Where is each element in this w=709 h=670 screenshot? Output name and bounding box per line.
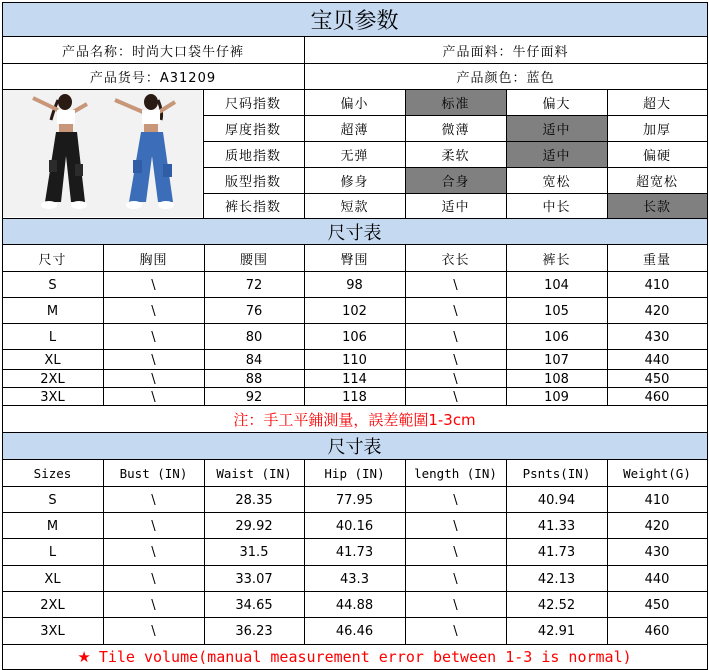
- index-option: 超薄: [340, 122, 369, 138]
- h-rule: [2, 565, 707, 566]
- star-icon: ★: [77, 648, 91, 666]
- size-cell: L: [48, 329, 57, 345]
- table-cell: 40.16: [335, 518, 374, 534]
- table-cell: 420: [644, 518, 670, 534]
- table-cell: 109: [544, 389, 569, 405]
- v-rule: [405, 459, 406, 644]
- table-cell: 40.94: [537, 492, 576, 508]
- index-option: 超大: [642, 97, 671, 112]
- table-cell: 41.33: [537, 518, 576, 534]
- table-cell: 33.07: [235, 571, 273, 587]
- size-cell: XL: [44, 571, 61, 587]
- table-cell: \: [151, 329, 156, 345]
- table-cell: \: [151, 624, 156, 639]
- table-cell: 440: [644, 571, 670, 587]
- column-header: 重量: [642, 252, 671, 268]
- column-header: Weight(G): [623, 465, 691, 481]
- column-header: Psnts(IN): [522, 465, 591, 481]
- table-cell: \: [151, 545, 156, 560]
- index-option: 短款: [340, 200, 369, 215]
- v-rule: [506, 459, 507, 644]
- table-cell: 42.91: [537, 624, 576, 639]
- table-cell: \: [453, 518, 458, 534]
- table-cell: 72: [245, 277, 263, 293]
- index-option: 宽松: [542, 174, 571, 190]
- column-header: 裤长: [542, 252, 571, 268]
- product-color: 产品颜色：蓝色: [456, 70, 555, 86]
- product-sku: 产品货号：A31209: [89, 70, 217, 86]
- h-rule: [203, 167, 707, 168]
- h-rule: [2, 297, 707, 298]
- table-cell: \: [151, 571, 156, 587]
- size-cell: M: [46, 518, 59, 534]
- column-header: 尺寸: [38, 252, 67, 268]
- column-header: length (IN): [414, 465, 497, 481]
- table-cell: \: [151, 352, 156, 368]
- table-cell: \: [453, 624, 458, 639]
- table-cell: 450: [644, 371, 670, 387]
- table-cell: \: [453, 571, 458, 587]
- h-rule: [2, 432, 707, 433]
- table-cell: 77.95: [335, 492, 374, 508]
- table-cell: 106: [544, 329, 569, 345]
- index-option: 无弹: [340, 148, 369, 164]
- v-rule: [506, 244, 507, 405]
- v-rule: [103, 244, 104, 405]
- v-rule: [204, 244, 205, 405]
- table-cell: 430: [644, 329, 670, 345]
- index-label: 版型指数: [224, 174, 281, 190]
- v-rule: [607, 244, 608, 405]
- v-rule: [607, 459, 608, 644]
- table-cell: \: [151, 389, 156, 405]
- product-name: 产品名称：时尚大口袋牛仔裤: [61, 44, 244, 60]
- v-rule: [304, 244, 305, 405]
- table-cell: 29.92: [235, 518, 273, 534]
- index-option-selected: 合身: [405, 167, 506, 193]
- size-cell: 3XL: [40, 624, 65, 639]
- size-cell: 2XL: [40, 597, 65, 613]
- size-table-cn-title: 尺寸表: [2, 219, 707, 244]
- product-photo: [3, 90, 202, 217]
- page-title: 宝贝参数: [2, 2, 707, 36]
- size-cell: S: [48, 277, 57, 293]
- table-cell: 41.73: [537, 545, 576, 560]
- h-rule: [2, 486, 707, 487]
- product-fabric: 产品面料：牛仔面料: [442, 44, 569, 60]
- index-option: 加厚: [642, 122, 671, 138]
- v-rule: [204, 459, 205, 644]
- table-cell: 118: [342, 389, 367, 405]
- size-table-en-title: 尺寸表: [2, 433, 707, 459]
- table-cell: 44.88: [335, 597, 374, 613]
- table-cell: 106: [342, 329, 367, 345]
- table-cell: 84: [245, 352, 263, 368]
- index-label: 厚度指数: [224, 122, 281, 138]
- table-cell: 410: [644, 277, 670, 293]
- index-option: 超宽松: [635, 174, 678, 190]
- table-cell: 420: [644, 303, 670, 319]
- h-rule: [2, 349, 707, 350]
- index-option: 适中: [441, 200, 470, 215]
- table-cell: 450: [644, 597, 670, 613]
- table-cell: 76: [245, 303, 263, 319]
- index-option: 柔软: [441, 148, 470, 164]
- table-cell: 102: [342, 303, 367, 319]
- v-rule: [304, 89, 305, 218]
- table-cell: \: [453, 329, 458, 345]
- table-cell: \: [453, 597, 458, 613]
- column-header: Hip (IN): [324, 465, 385, 481]
- h-rule: [2, 644, 707, 645]
- table-cell: 98: [346, 277, 363, 293]
- h-rule: [203, 141, 707, 142]
- table-cell: 107: [544, 352, 569, 368]
- table-cell: 41.73: [335, 545, 374, 560]
- table-cell: \: [151, 277, 156, 293]
- index-option: 微薄: [441, 122, 470, 138]
- h-rule: [2, 591, 707, 592]
- column-header: Waist (IN): [216, 465, 292, 481]
- index-label: 裤长指数: [224, 200, 281, 215]
- h-rule: [2, 36, 707, 37]
- table-cell: \: [453, 389, 458, 405]
- column-header: 胸围: [139, 252, 168, 268]
- table-cell: \: [453, 303, 458, 319]
- table-cell: 460: [644, 624, 670, 639]
- h-rule: [2, 271, 707, 272]
- table-cell: \: [151, 371, 156, 387]
- size-cell: L: [48, 545, 57, 560]
- table-cell: 88: [245, 371, 263, 387]
- v-rule: [405, 89, 406, 218]
- h-rule: [2, 617, 707, 618]
- v-rule: [707, 2, 708, 670]
- h-rule: [2, 218, 707, 219]
- h-rule: [2, 89, 707, 90]
- h-rule: [2, 538, 707, 539]
- table-cell: 108: [544, 371, 569, 387]
- size-cell: 3XL: [40, 389, 65, 405]
- table-cell: \: [151, 492, 156, 508]
- table-cell: 410: [644, 492, 670, 508]
- table-cell: 28.35: [235, 492, 273, 508]
- h-rule: [2, 323, 707, 324]
- h-rule: [2, 459, 707, 460]
- size-cell: 2XL: [40, 371, 65, 387]
- h-rule: [2, 387, 707, 388]
- h-rule: [2, 369, 707, 370]
- v-rule: [203, 89, 204, 218]
- column-header: Sizes: [33, 465, 72, 481]
- table-cell: \: [151, 303, 156, 319]
- table-cell: 105: [544, 303, 569, 319]
- size-table-en-note: Tile volume(manual measurement error between 1-3 is normal): [98, 648, 632, 666]
- v-rule: [405, 244, 406, 405]
- v-rule: [304, 36, 305, 89]
- column-header: 臀围: [340, 252, 369, 268]
- v-rule: [304, 459, 305, 644]
- table-cell: \: [151, 518, 156, 534]
- size-table-en-note-row: [2, 645, 707, 669]
- v-rule: [607, 89, 608, 218]
- size-cell: M: [46, 303, 59, 319]
- h-rule: [2, 2, 707, 3]
- table-cell: 31.5: [239, 545, 269, 560]
- table-cell: 42.52: [537, 597, 576, 613]
- index-option-selected: 长款: [607, 193, 707, 218]
- table-cell: 430: [644, 545, 670, 560]
- table-cell: \: [453, 352, 458, 368]
- size-table-cn-note: 注：手工平鋪測量，誤差範圍1-3cm: [233, 410, 476, 429]
- table-cell: \: [453, 545, 458, 560]
- table-cell: 92: [245, 389, 263, 405]
- index-option: 修身: [340, 174, 369, 190]
- index-option-selected: 适中: [506, 141, 607, 167]
- models-wearing-jeans-image: [3, 90, 202, 217]
- table-cell: 36.23: [235, 624, 273, 639]
- table-cell: 114: [342, 371, 367, 387]
- table-cell: 440: [644, 352, 670, 368]
- index-option-selected: 标准: [405, 90, 506, 115]
- v-rule: [103, 459, 104, 644]
- table-cell: 42.13: [537, 571, 576, 587]
- table-cell: \: [453, 277, 458, 293]
- column-header: 腰围: [239, 252, 268, 268]
- index-option: 偏小: [340, 97, 369, 112]
- h-rule: [2, 405, 707, 406]
- v-rule: [506, 89, 507, 218]
- h-rule: [2, 63, 707, 64]
- table-cell: \: [151, 597, 156, 613]
- index-option: 中长: [542, 200, 571, 215]
- index-label: 尺码指数: [224, 97, 281, 112]
- h-rule: [203, 193, 707, 194]
- table-cell: 34.65: [235, 597, 273, 613]
- table-cell: \: [453, 492, 458, 508]
- table-cell: 104: [544, 277, 569, 293]
- table-cell: 43.3: [340, 571, 369, 587]
- index-option: 偏硬: [642, 148, 671, 164]
- column-header: 衣长: [441, 252, 470, 268]
- size-cell: S: [48, 492, 57, 508]
- v-rule: [2, 2, 3, 670]
- table-cell: 110: [342, 352, 367, 368]
- table-cell: 460: [644, 389, 670, 405]
- index-option-selected: 适中: [506, 115, 607, 141]
- h-rule: [203, 115, 707, 116]
- size-cell: XL: [44, 352, 61, 368]
- h-rule: [2, 244, 707, 245]
- table-cell: 46.46: [335, 624, 374, 639]
- h-rule: [2, 512, 707, 513]
- column-header: Bust (IN): [119, 465, 188, 481]
- table-cell: \: [453, 371, 458, 387]
- table-cell: 80: [245, 329, 263, 345]
- index-label: 质地指数: [224, 148, 281, 164]
- index-option: 偏大: [542, 97, 571, 112]
